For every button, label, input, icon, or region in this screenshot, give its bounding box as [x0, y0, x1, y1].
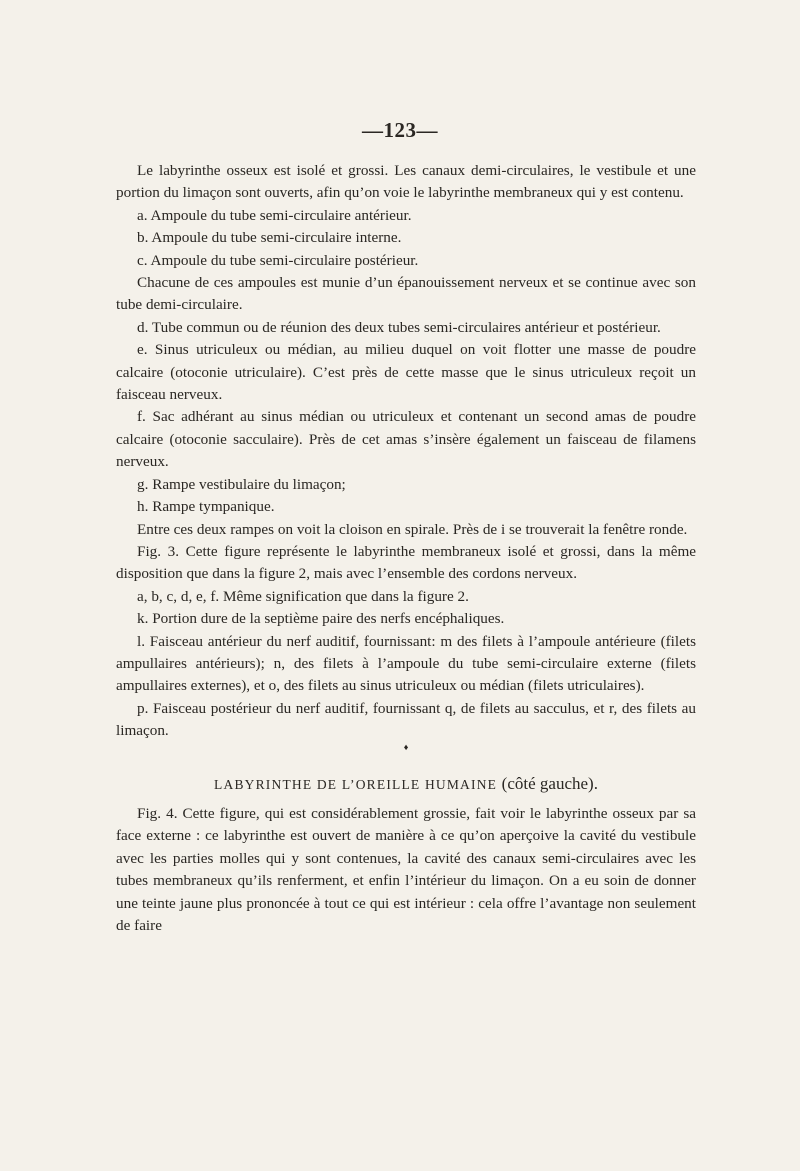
legend-item: p. Faisceau postérieur du nerf auditif, fournissant q, de filets au sacculus, et r, des filets au limaçon. — [116, 699, 696, 740]
paragraph: Entre ces deux rampes on voit la cloison en spirale. Près de i se trouverait la fenêtre ronde. — [137, 520, 688, 538]
figure-caption: Fig. 4. Cette figure, qui est considérablement grossie, fait voir le labyrinthe osseux par sa face externe : ce labyrinthe est ouvert de manière à ce qu’on aperçoive la cavité du vestibule avec les parties molles qui y sont contenues, la cavité des canaux semi-circulaires avec les tubes membraneux qu’ils renferment, et enfin l’intérieur du limaçon. On a eu soin de donner une teinte jaune plus prononcée à tout ce qui est intérieur : cela offre l’avantage non seulement de faire — [116, 804, 696, 934]
legend-item: b. Ampoule du tube semi-circulaire interne. — [137, 229, 402, 247]
legend-item: e. Sinus utriculeux ou médian, au milieu duquel on voit flotter une masse de poudre calcaire (otoconie utriculaire). C’est près de cette masse que le sinus utriculeux reçoit un faisceau nerveux. — [116, 341, 696, 404]
heading-main: LABYRINTHE DE L’OREILLE HUMAINE — [214, 776, 498, 792]
body-text — [116, 160, 696, 937]
legend-item: f. Sac adhérant au sinus médian ou utriculeux et contenant un second amas de poudre calcaire (otoconie sacculaire). Près de cet amas s’insère également un faisceau de filamens nerveux. — [116, 408, 696, 471]
legend-item: a. Ampoule du tube semi-circulaire antérieur. — [137, 206, 412, 224]
legend-item: c. Ampoule du tube semi-circulaire postérieur. — [137, 251, 419, 269]
paragraph: Chacune de ces ampoules est munie d’un épanouissement nerveux et se continue avec son tube demi-circulaire. — [116, 274, 696, 314]
legend-item: h. Rampe tympanique. — [137, 498, 275, 516]
legend-item: k. Portion dure de la septième paire des nerfs encéphaliques. — [137, 610, 505, 628]
legend-item: l. Faisceau antérieur du nerf auditif, fournissant: m des filets à l’ampoule antérieure (filets ampullaires antérieurs); n, des filets à l’ampoule du tube semi-circulaire externe (filets ampullaires externes), et o, des filets au sinus utriculeux ou médian (filets utriculaires). — [116, 632, 696, 695]
separator-ornament: ♦ — [403, 741, 409, 752]
legend-item: d. Tube commun ou de réunion des deux tubes semi-circulaires antérieur et postérieur. — [137, 318, 661, 336]
legend-item: a, b, c, d, e, f. Même signification que dans la figure 2. — [137, 587, 469, 605]
heading-side: (côté gauche). — [501, 773, 598, 793]
page-number: —123— — [362, 118, 438, 142]
legend-item: g. Rampe vestibulaire du limaçon; — [137, 475, 346, 493]
paragraph: Le labyrinthe osseux est isolé et grossi. Les canaux demi-circulaires, le vestibule et une portion du limaçon sont ouverts, afin qu’on voie le labyrinthe membraneux qui y est contenu. — [116, 162, 696, 202]
figure-caption: Fig. 3. Cette figure représente le labyrinthe membraneux isolé et grossi, dans la même disposition que dans la figure 2, mais avec l’ensemble des cordons nerveux. — [116, 542, 696, 583]
section-heading — [116, 773, 696, 796]
